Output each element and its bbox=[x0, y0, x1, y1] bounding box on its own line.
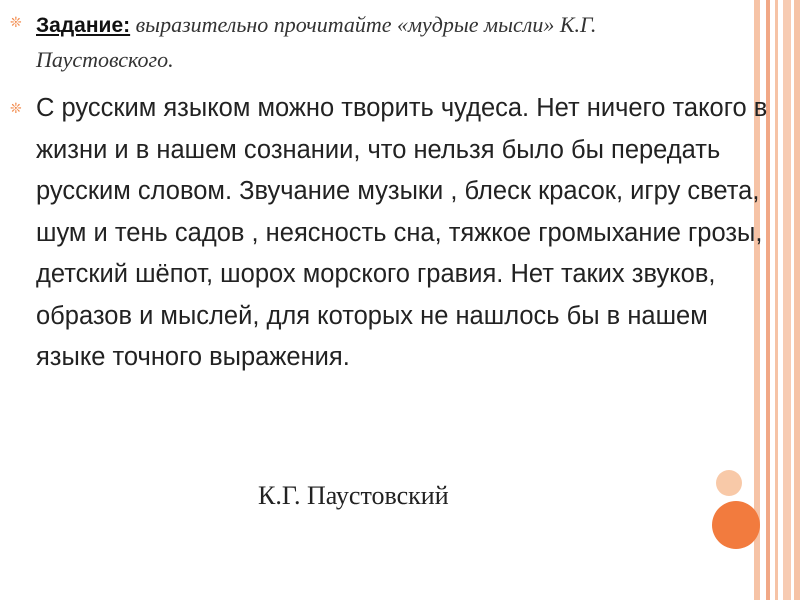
decorative-circle-small bbox=[716, 470, 742, 496]
task-label: Задание: bbox=[36, 14, 131, 37]
decorative-stripe bbox=[783, 0, 791, 600]
quote-paragraph: С русским языком можно творить чудеса. Нет ничего такого в жизни и в нашем сознании, что нельзя было бы передать русским словом. Звучание музыки , блеск красок, игру света, шум и тень садов , неясность сна, тяжкое громыхание грозы, детский шёпот, шорох морского гравия. Нет таких звуков, образов и мыслей, для которых не нашлось бы в нашем языке точного выражения. bbox=[36, 94, 768, 371]
task-instruction bbox=[36, 8, 726, 77]
leaf-bullet-icon: ❊ bbox=[10, 15, 22, 31]
decorative-circle-large bbox=[712, 501, 760, 549]
quote-author: К.Г. Паустовский bbox=[258, 481, 449, 510]
decorative-stripe bbox=[794, 0, 800, 600]
leaf-bullet-icon: ❊ bbox=[10, 101, 22, 117]
task-text: выразительно прочитайте «мудрые мысли» К.Г. Паустовского. bbox=[36, 12, 597, 72]
